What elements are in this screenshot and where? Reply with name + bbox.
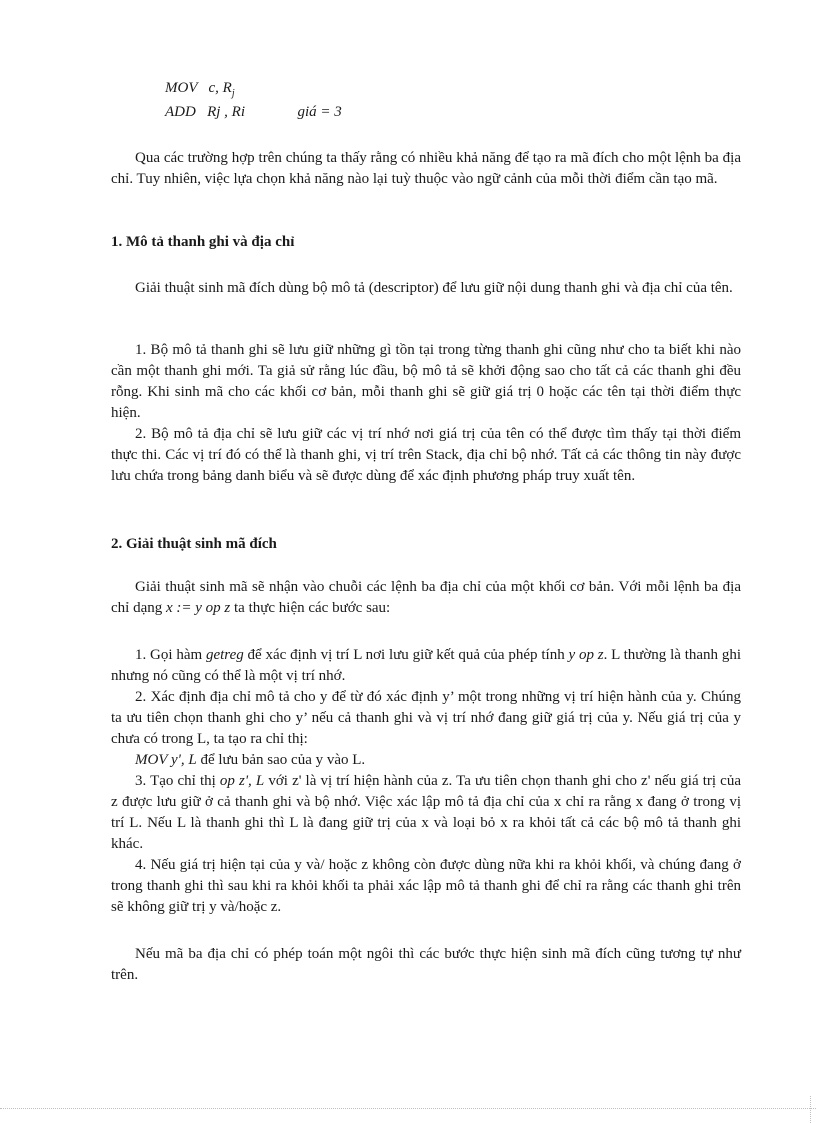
mov-note: để lưu bản sao của y vào L.	[196, 752, 366, 768]
text-run: để xác định vị trí L nơi lưu giữ kết quả của phép tính	[243, 647, 569, 663]
code-args: c, R	[208, 80, 232, 96]
code-line-add	[165, 104, 342, 121]
code-op: ADD	[165, 104, 196, 120]
step-1	[111, 645, 741, 687]
text-run: 3. Tạo chỉ thị	[135, 773, 220, 789]
step-4: 4. Nếu giá trị hiện tại của y và/ hoặc z không còn được dùng nữa khi ra khỏi khối, và chúng đang ở trong thanh ghi thì sau khi ra khỏi khối ta phải xác lập mô tả thanh ghi để chỉ ra rằng các thanh ghi trên sẽ không giữ trị y và/hoặc z.	[111, 857, 741, 915]
expression: y op z	[568, 647, 604, 663]
code-args: Rj , Ri	[207, 104, 245, 120]
instruction: op z', L	[219, 773, 265, 789]
mov-instruction: MOV y', L	[135, 752, 197, 768]
text-run: với z' là vị trí hiện hành của z. Ta ưu tiên chọn thanh ghi cho z' nếu giá trị của z được lưu giữ ở cả thanh ghi và bộ nhớ. Việc xác lập mô tả địa chỉ của x chỉ ra rằng x đang ở trong vị trí L. Nếu L là thanh ghi thì L là đang giữ trị của x và loại bỏ x ra khỏi tất cả các bộ mô tả thanh ghi khác.	[111, 773, 741, 852]
section2-intro	[111, 577, 741, 619]
text-run: ta thực hiện các bước sau:	[230, 600, 391, 616]
text-run: Giải thuật sinh mã sẽ nhận vào chuỗi các lệnh ba địa chỉ của một khối cơ bản. Với mỗi lệnh ba địa chỉ dạng	[111, 579, 741, 616]
section1-register-descriptor: 1. Bộ mô tả thanh ghi sẽ lưu giữ những gì tồn tại trong từng thanh ghi cũng như cho ta biết khi nào cần một thanh ghi mới. Ta giả sử rằng lúc đầu, bộ mô tả sẽ khởi động sao cho tất cả các thanh ghi đều rỗng. Khi sinh mã cho các khối cơ bản, mỗi thanh ghi sẽ giữ giá trị 0 hoặc các tên tại thời điểm thực hiện.	[111, 342, 741, 421]
section1-address-descriptor: 2. Bộ mô tả địa chỉ sẽ lưu giữ các vị trí nhớ nơi giá trị của tên có thể được tìm thấy tại thời điểm thực thi. Các vị trí đó có thể là thanh ghi, vị trí trên Stack, địa chỉ bộ nhớ. Tất cả các thông tin này được lưu chứa trong bảng danh biểu và sẽ được dùng để xác định phương pháp truy xuất tên.	[111, 426, 741, 484]
text-run: . L thường là thanh ghi nhưng nó cũng có thể là một vị trí nhớ.	[111, 647, 742, 684]
expression: x := y op z	[165, 600, 231, 616]
closing-paragraph: Nếu mã ba địa chỉ có phép toán một ngôi thì các bước thực hiện sinh mã đích cũng tương tự như trên.	[111, 946, 741, 983]
code-cost: giá = 3	[297, 104, 342, 120]
mov-instruction-line	[135, 750, 741, 771]
section-heading-2: 2. Giải thuật sinh mã đích	[111, 536, 277, 552]
code-line-mov	[165, 80, 235, 99]
code-op: MOV	[165, 80, 198, 96]
code-subscript: j	[231, 88, 235, 99]
section-heading-1: 1. Mô tả thanh ghi và địa chỉ	[111, 234, 295, 250]
step-3	[111, 771, 741, 855]
intro-paragraph: Qua các trường hợp trên chúng ta thấy rằng có nhiều khả năng để tạo ra mã đích cho một lệnh ba địa chỉ. Tuy nhiên, việc lựa chọn khả năng nào lại tuỳ thuộc vào ngữ cảnh của mỗi thời điểm cần tạo mã.	[111, 150, 741, 187]
text-run: 1. Gọi hàm	[135, 647, 206, 663]
function-name: getreg	[205, 647, 244, 663]
section1-paragraph-1: Giải thuật sinh mã đích dùng bộ mô tả (descriptor) để lưu giữ nội dung thanh ghi và địa chỉ của tên.	[135, 280, 733, 296]
page-border-corner	[810, 1096, 811, 1123]
step-2: 2. Xác định địa chỉ mô tả cho y để từ đó xác định y’ một trong những vị trí hiện hành của y. Chúng ta ưu tiên chọn thanh ghi cho y’ nếu cả thanh ghi và vị trí nhớ đang giữ giá trị của y. Nếu giá trị của y chưa có trong L, ta tạo ra chỉ thị:	[111, 689, 741, 747]
page-border-bottom	[0, 1108, 816, 1109]
